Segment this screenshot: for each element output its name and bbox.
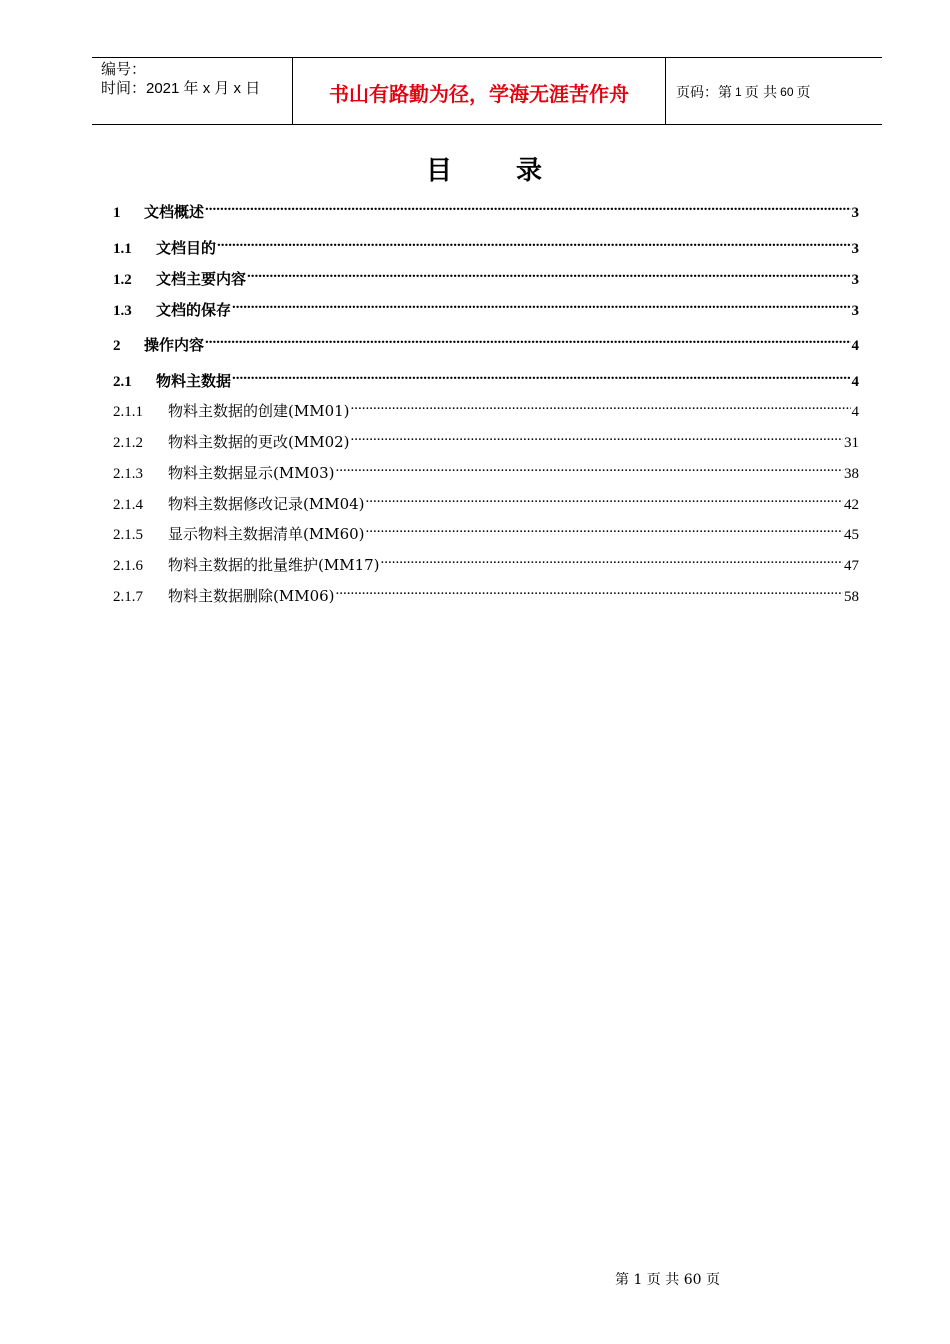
toc-entry-page: 45 <box>844 527 859 543</box>
toc-entry-page: 4 <box>851 374 859 390</box>
toc-title-left: 目 <box>425 156 452 186</box>
toc-entry-text: 操作内容 <box>144 336 205 354</box>
page-header <box>92 57 882 125</box>
toc-entry-page: 42 <box>844 497 859 513</box>
header-motto: 书山有路勤为径，学海无涯苦作舟 <box>329 81 629 106</box>
toc-entry[interactable] <box>113 493 859 514</box>
toc-entry[interactable] <box>113 462 859 483</box>
toc-entry-number: 1 <box>113 205 121 221</box>
toc-entry-number: 1.3 <box>113 303 132 319</box>
toc-dot-leader <box>381 555 843 570</box>
toc-entry-number: 2.1 <box>113 374 132 390</box>
page-prefix: 页码：第 <box>676 85 732 101</box>
header-info-cell <box>92 58 293 124</box>
toc-entry-page: 31 <box>844 435 859 451</box>
toc-entry[interactable] <box>113 370 859 391</box>
toc-dot-leader <box>232 300 850 315</box>
page-current: 1 <box>735 85 742 99</box>
toc-entry-page: 47 <box>844 558 859 574</box>
toc-entry-text: 物料主数据的批量维护(MM17) <box>168 556 380 574</box>
toc-entry-text: 物料主数据的创建(MM01) <box>168 402 350 420</box>
toc-entry-text: 物料主数据删除(MM06) <box>168 587 335 605</box>
toc-entry-page: 4 <box>851 404 859 420</box>
toc-entry-text: 物料主数据的更改(MM02) <box>168 433 350 451</box>
toc-entry[interactable] <box>113 431 859 452</box>
toc-dot-leader <box>366 494 843 509</box>
toc-dot-leader <box>205 335 850 350</box>
page-total: 60 <box>780 85 794 99</box>
toc-entry-text: 物料主数据修改记录(MM04) <box>168 495 365 513</box>
toc-entry-page: 3 <box>851 241 859 257</box>
toc-dot-leader <box>247 269 850 284</box>
toc-entry-number: 2.1.7 <box>113 589 143 605</box>
toc-entry-page: 3 <box>851 272 859 288</box>
toc-entry-text: 文档概述 <box>144 203 205 221</box>
toc-entry-number: 1.1 <box>113 241 132 257</box>
toc-entry-page: 38 <box>844 466 859 482</box>
toc-entry[interactable] <box>113 201 859 222</box>
toc-entry-number: 2.1.5 <box>113 527 143 543</box>
toc-dot-leader <box>351 401 851 416</box>
header-motto-cell <box>293 58 666 124</box>
toc-dot-leader <box>336 586 843 601</box>
toc-entry-number: 2.1.2 <box>113 435 143 451</box>
toc-entry-page: 3 <box>851 205 859 221</box>
toc-entry-page: 3 <box>851 303 859 319</box>
toc-entry-text: 文档目的 <box>156 239 217 257</box>
toc-entry-number: 1.2 <box>113 272 132 288</box>
toc-entry-text: 显示物料主数据清单(MM60) <box>168 525 365 543</box>
toc-entry-page: 58 <box>844 589 859 605</box>
toc-dot-leader <box>336 463 843 478</box>
toc-dot-leader <box>351 432 843 447</box>
toc-entry[interactable] <box>113 523 859 544</box>
toc-entry[interactable] <box>113 299 859 320</box>
document-time-label: 时间：2021 年 x 月 x 日 <box>101 80 261 97</box>
toc-entry-text: 文档的保存 <box>156 301 232 319</box>
toc-entry-number: 2.1.6 <box>113 558 143 574</box>
toc-dot-leader <box>232 371 850 386</box>
toc-entry-number: 2.1.1 <box>113 404 143 420</box>
toc-entry[interactable] <box>113 554 859 575</box>
toc-entry[interactable] <box>113 237 859 258</box>
toc-entry[interactable] <box>113 585 859 606</box>
toc-dot-leader <box>366 524 843 539</box>
toc-dot-leader <box>205 202 850 217</box>
toc-entry-text: 文档主要内容 <box>156 270 247 288</box>
toc-entry-text: 物料主数据显示(MM03) <box>168 464 335 482</box>
footer-page-number: 第 1 页 共 60 页 <box>615 1272 720 1288</box>
page-mid: 页 共 <box>744 85 778 101</box>
toc-dot-leader <box>217 238 850 253</box>
toc-entry-text: 物料主数据 <box>156 372 232 390</box>
page-suffix: 页 <box>796 85 811 101</box>
toc-entry[interactable] <box>113 268 859 289</box>
toc-title <box>0 150 950 187</box>
toc-title-right: 录 <box>516 156 543 186</box>
toc-entry-number: 2 <box>113 338 121 354</box>
toc-entry[interactable] <box>113 400 859 421</box>
toc-entry-number: 2.1.3 <box>113 466 143 482</box>
toc-entry[interactable] <box>113 334 859 355</box>
toc-entry-number: 2.1.4 <box>113 497 143 513</box>
toc-entry-page: 4 <box>851 338 859 354</box>
document-number-label: 编号： <box>101 61 147 78</box>
header-page-cell <box>666 58 882 124</box>
